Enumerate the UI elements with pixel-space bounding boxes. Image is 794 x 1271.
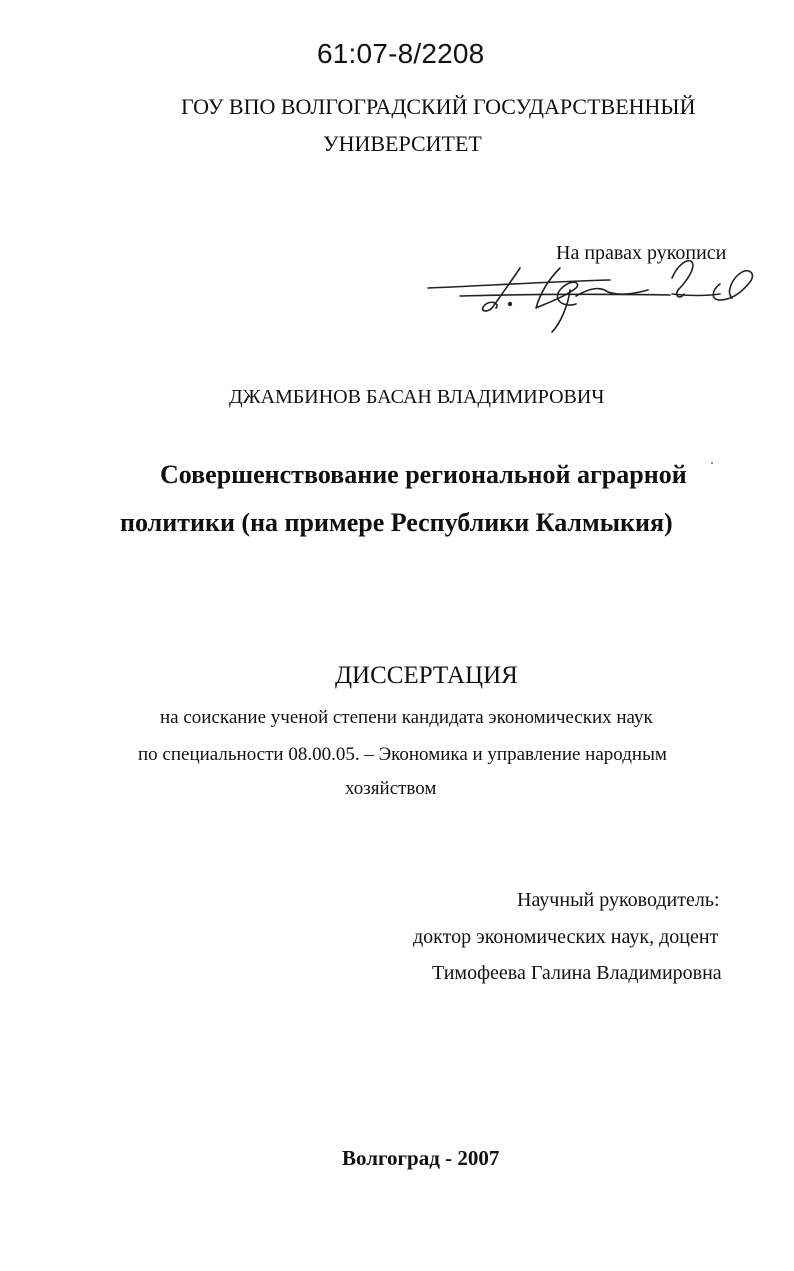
city-year: Волгоград - 2007 bbox=[342, 1146, 500, 1170]
degree-line2: по специальности 08.00.05. – Экономика и управление народным bbox=[138, 744, 667, 765]
author-name: ДЖАМБИНОВ БАСАН ВЛАДИМИРОВИЧ bbox=[229, 386, 605, 408]
university-name-line2: УНИВЕРСИТЕТ bbox=[323, 131, 482, 156]
dissertation-title-line1: Совершенствование региональной аграрной bbox=[160, 460, 687, 489]
catalog-number: 61:07-8/2208 bbox=[317, 38, 485, 69]
degree-line1: на соискание ученой степени кандидата экономических наук bbox=[160, 707, 653, 728]
university-name-line1: ГОУ ВПО ВОЛГОГРАДСКИЙ ГОСУДАРСТВЕННЫЙ bbox=[181, 94, 696, 119]
supervisor-label: Научный руководитель: bbox=[517, 889, 720, 911]
scan-speck bbox=[711, 462, 713, 464]
handwritten-signature bbox=[420, 238, 770, 338]
manuscript-rights-note: На правах рукописи bbox=[556, 242, 727, 264]
document-type-heading: ДИССЕРТАЦИЯ bbox=[335, 662, 518, 689]
supervisor-name: Тимофеева Галина Владимировна bbox=[432, 962, 722, 984]
dissertation-title-line2: политики (на примере Республики Калмыкия) bbox=[120, 508, 673, 537]
degree-line3: хозяйством bbox=[345, 778, 437, 799]
supervisor-degree: доктор экономических наук, доцент bbox=[413, 926, 719, 948]
